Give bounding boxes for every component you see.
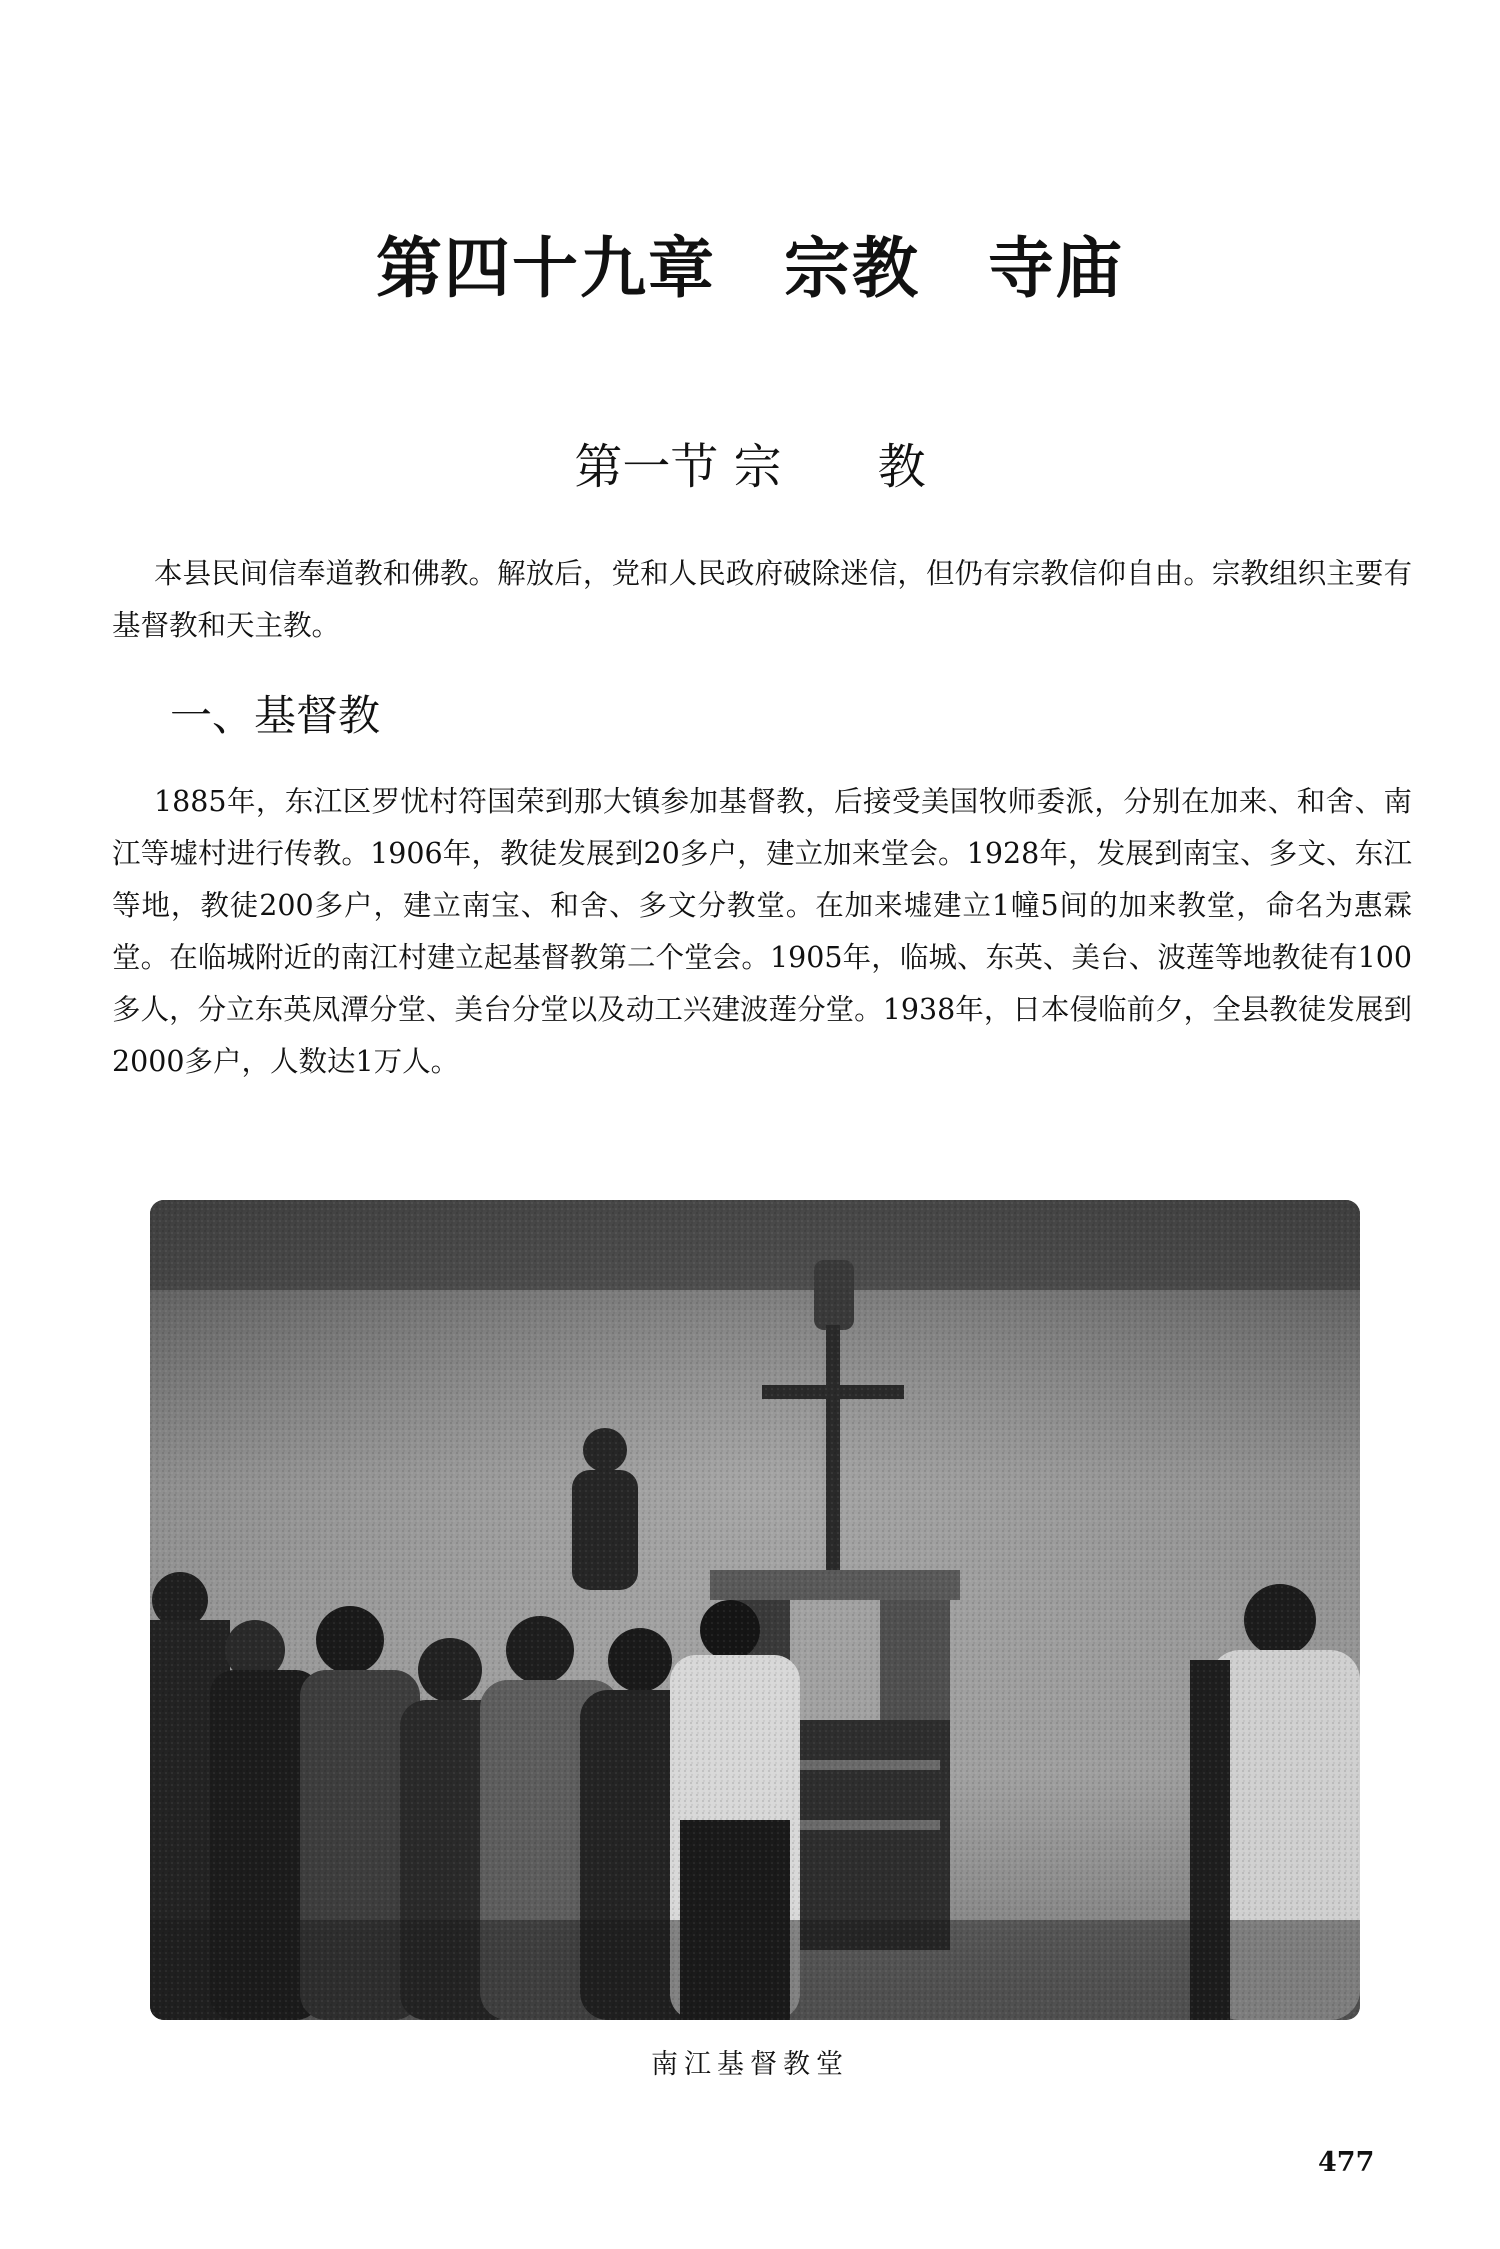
church-photo (150, 1200, 1360, 2020)
body-paragraph: 1885年，东江区罗忧村符国荣到那大镇参加基督教，后接受美国牧师委派，分别在加来、和舍、南江等墟村进行传教。1906年，教徒发展到20多户，建立加来堂会。1928年，发展到南宝、多文、东江等地，教徒200多户，建立南宝、和舍、多文分教堂。在加来墟建立1幢5间的加来教堂，命名为惠霖堂。在临城附近的南江村建立起基督教第二个堂会。1905年，临城、东英、美台、波莲等地教徒有100多人，分立东英凤潭分堂、美台分堂以及动工兴建波莲分堂。1938年，日本侵临前夕，全县教徒发展到2000多户，人数达1万人。 (112, 785, 1412, 1078)
section-title: 第一节 宗 教 (574, 439, 926, 495)
chapter-title: 第四十九章 宗教 寺庙 (376, 229, 1124, 307)
page-number: 477 (1318, 2147, 1375, 2178)
photo-caption: 南江基督教堂 (651, 2049, 849, 2080)
intro-paragraph: 本县民间信奉道教和佛教。解放后，党和人民政府破除迷信，但仍有宗教信仰自由。宗教组织主要有基督教和天主教。 (112, 557, 1412, 642)
subsection-title: 一、基督教 (170, 691, 381, 740)
church-photo-image (150, 1200, 1360, 2020)
